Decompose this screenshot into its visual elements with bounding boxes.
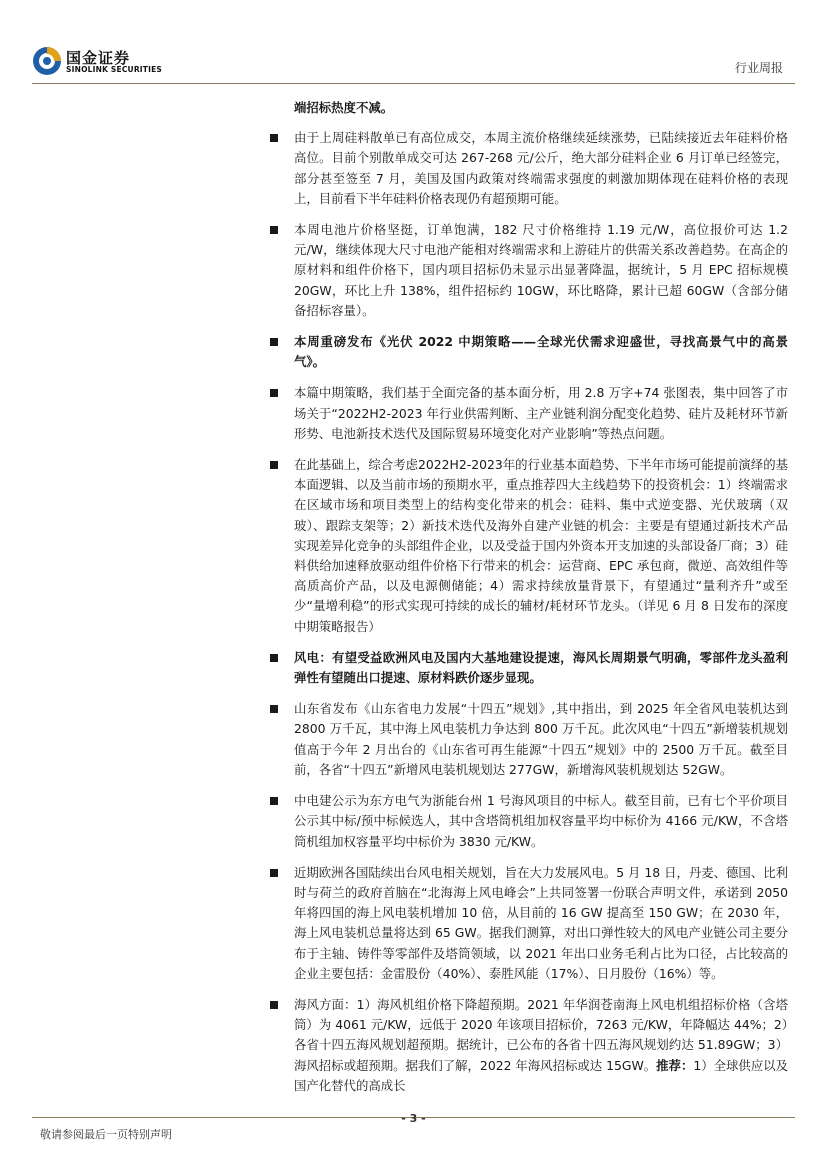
square-bullet-icon bbox=[270, 226, 278, 234]
square-bullet-icon bbox=[270, 389, 278, 397]
list-item bbox=[266, 791, 788, 852]
list-item bbox=[266, 699, 788, 780]
item-text: 近期欧洲各国陆续出台风电相关规划，旨在大力发展风电。5 月 18 日，丹麦、德国、比利时与荷兰的政府首脑在“北海海上风电峰会”上共同签署一份联合声明文件，承诺到 2050 年将四国的海上风电装机增加 10 倍，从目前的 16 GW 提高至 150 GW；在 2030 年，海上风电装机总量将达到 65 GW。据我们测算，对出口弹性较大的风电产业链公司主要分布于主轴、铸件等零部件及塔筒领域，以 2021 年出口业务毛利占比为口径，占比较高的企业主要包括：金雷股份（40%）、泰胜风能（17%）、日月股份（16%）等。 bbox=[294, 864, 788, 981]
list-item bbox=[266, 383, 788, 444]
list-item-heading bbox=[266, 648, 788, 688]
disclaimer-note: 敬请参阅最后一页特别声明 bbox=[40, 1128, 172, 1141]
square-bullet-icon bbox=[270, 797, 278, 805]
square-bullet-icon bbox=[270, 869, 278, 877]
list-item bbox=[266, 863, 788, 984]
item-text: 本周电池片价格坚挺，订单饱满，182 尺寸价格维持 1.19 元/W，高位报价可达 1.2 元/W，继续体现大尺寸电池产能相对终端需求和上游硅片的供需关系改善趋势。在高企的原材料和组件价格下，国内项目招标仍未显示出显著降温，据统计，5 月 EPC 招标规模 20GW，环比上升 138%，组件招标约 10GW，环比略降，累计已超 60GW（含部分储备招标容量）。 bbox=[294, 222, 788, 318]
report-type: 行业周报 bbox=[734, 61, 783, 75]
list-item bbox=[266, 128, 788, 209]
logo-chinese-name: 国金证券 bbox=[66, 49, 131, 67]
item-text: 由于上周硅料散单已有高位成交，本周主流价格继续延续涨势，已陆续接近去年硅料价格高位。目前个别散单成交可达 267-268 元/公斤，绝大部分硅料企业 6 月订单已经签完，部分甚至签至 7 月，美国及国内政策对终端需求强度的刺激加期体现在硅料价格的表现上，目前看下半年硅料价格表现仍有超预期可能。 bbox=[294, 130, 788, 206]
item-text: 在此基础上，综合考虑2022H2-2023年的行业基本面趋势、下半年市场可能提前演绎的基本面逻辑、以及当前市场的预期水平，重点推荐四大主线趋势下的投资机会：1）终端需求在区域市场和项目类型上的结构变化带来的机会：硅料、集中式逆变器、光伏玻璃（双玻）、跟踪支架等；2）新技术迭代及海外自建产业链的机会：主要是有望通过新技术产品实现差异化竞争的头部组件企业，以及受益于国内外资本开支加速的头部设备厂商；3）硅料供给加速释放驱动组件价格下行带来的机会：运营商、EPC 承包商，微逆、高效组件等高质高价产品，以及电源侧储能；4）需求持续放量背景下，有望通过“量利齐升”或至少“量增利稳”的形式实现可持续的成长的辅材/耗材环节龙头。（详见 6 月 8 日发布的深度中期策略报告） bbox=[294, 457, 788, 634]
square-bullet-icon bbox=[270, 654, 278, 662]
item-text: 海风方面：1）海风机组价格下降超预期。2021 年华润苍南海上风电机组招标价格（含塔筒）为 4061 元/KW，远低于 2020 年该项目招标价，7263 元/KW，年降幅达 44%；2）各省十四五海风规划超预期。据统计，已公布的各省十四五海风规划约达 51.89GW；3）海风招标或超预期。据我们了解，2022 年海风招标或达 15GW。 bbox=[294, 996, 788, 1073]
square-bullet-icon bbox=[270, 1001, 278, 1009]
logo-mark-icon bbox=[32, 46, 62, 76]
list-item bbox=[266, 455, 788, 637]
report-body bbox=[266, 98, 788, 1107]
square-bullet-icon bbox=[270, 705, 278, 713]
item-text: 风电：有望受益欧洲风电及国内大基地建设提速，海风长周期景气明确，零部件龙头盈利弹性有望随出口提速、原材料跌价逐步显现。 bbox=[294, 649, 788, 686]
list-item-heading bbox=[266, 332, 788, 372]
square-bullet-icon bbox=[270, 461, 278, 469]
square-bullet-icon bbox=[270, 338, 278, 346]
item-text: 山东省发布《山东省电力发展“十四五”规划》,其中指出，到 2025 年全省风电装机达到 2800 万千瓦，其中海上风电装机力争达到 800 万千瓦。此次风电“十四五”新增装机规划值高于今年 2 月出台的《山东省可再生能源“十四五”规划》中的 2500 万千瓦。截至目前，各省“十四五”新增风电装机规划达 277GW，新增海风装机规划达 52GW。 bbox=[294, 701, 788, 777]
item-text: 中电建公示为东方电气为浙能台州 1 号海风项目的中标人。截至目前，已有七个平价项目公示其中标/预中标候选人，其中含塔筒机组加权容量平均中标价为 4166 元/KW，不含塔筒机组加权容量平均中标价为 3830 元/KW。 bbox=[294, 793, 788, 849]
list-item bbox=[266, 995, 788, 1096]
continuation-text: 端招标热度不减。 bbox=[294, 100, 394, 115]
item-text: 1）全球供应以及国产化替代的高成长 bbox=[294, 1057, 788, 1093]
company-logo bbox=[32, 46, 163, 78]
item-text: 本周重磅发布《光伏 2022 中期策略——全球光伏需求迎盛世，寻找高景气中的高景气》。 bbox=[294, 334, 788, 370]
item-text: 本篇中期策略，我们基于全面完备的基本面分析，用 2.8 万字+74 张图表，集中回答了市场关于“2022H2-2023 年行业供需判断、主产业链利润分配变化趋势、硅片及耗材环节新形势、电池新技术迭代及国际贸易环境变化对产业影响”等热点问题。 bbox=[294, 385, 788, 441]
list-item bbox=[266, 220, 788, 321]
item-text-bold: 推荐： bbox=[656, 1057, 694, 1073]
page-number: - 3 - bbox=[401, 1112, 426, 1125]
logo-english-name: SINOLINK SECURITIES bbox=[66, 65, 163, 74]
header-divider bbox=[32, 83, 795, 84]
square-bullet-icon bbox=[270, 134, 278, 142]
page-header bbox=[0, 0, 827, 90]
